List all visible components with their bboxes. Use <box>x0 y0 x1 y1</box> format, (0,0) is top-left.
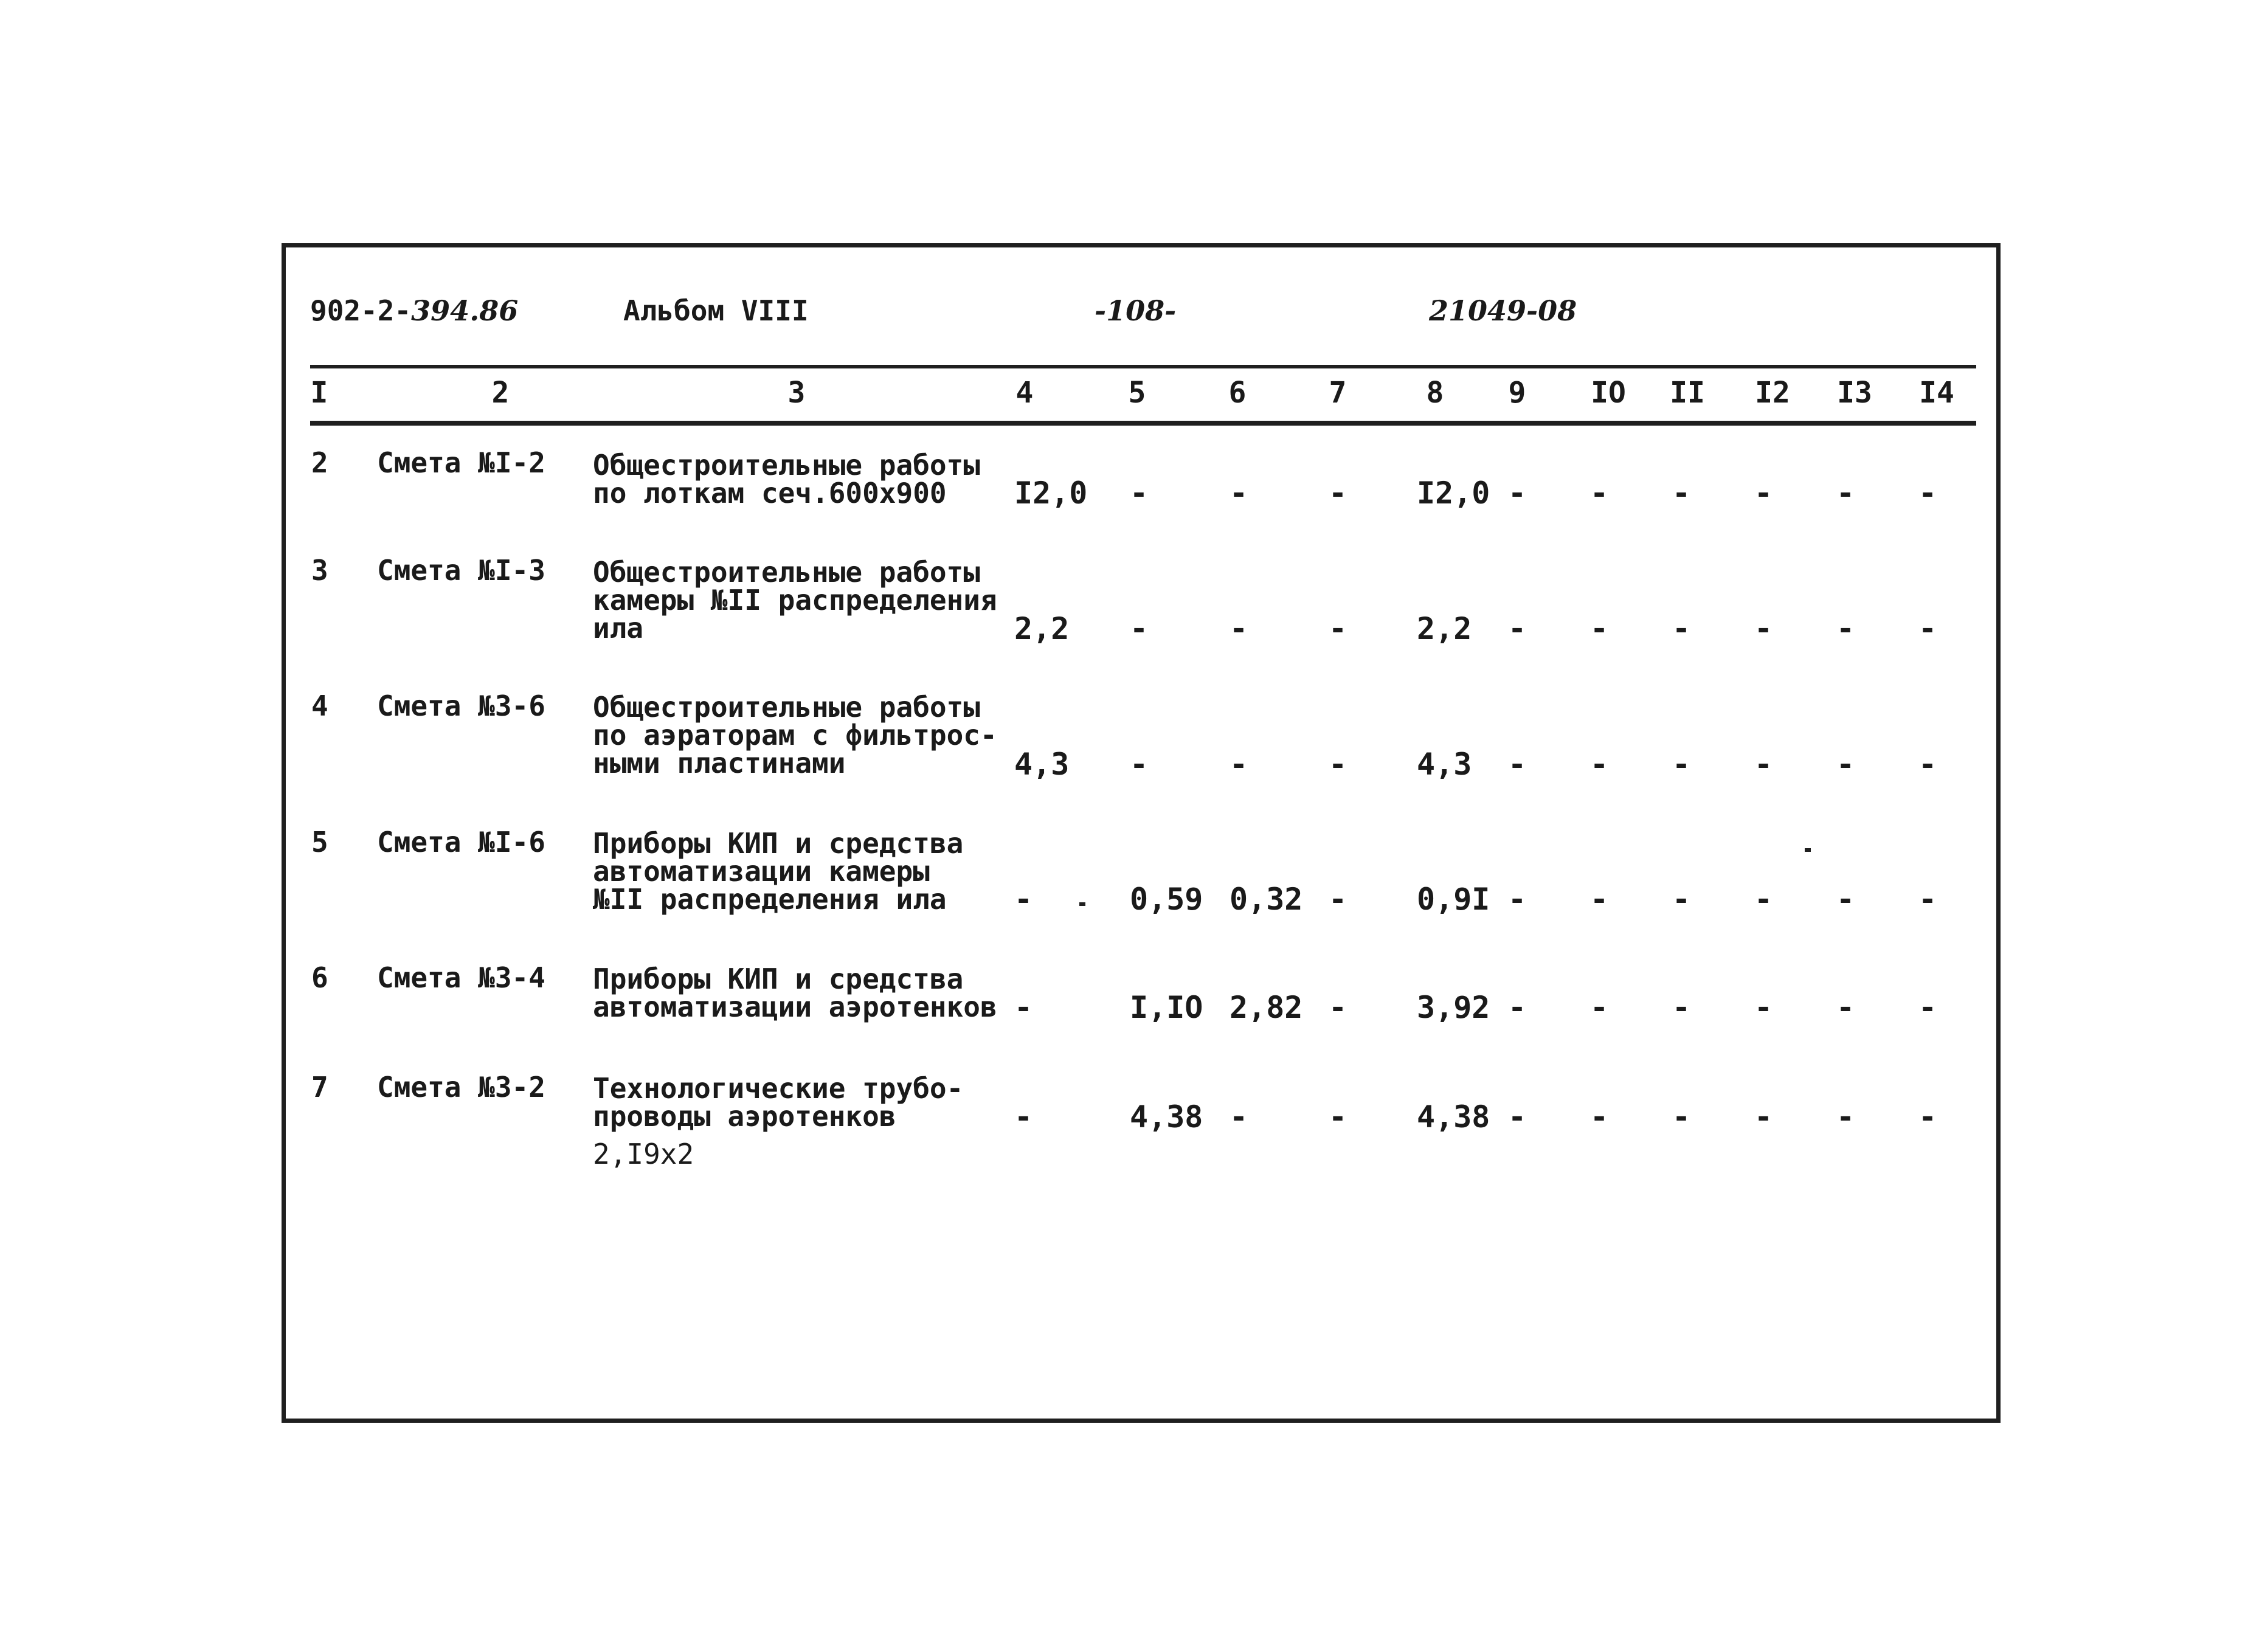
col-num-7: 7 <box>1329 376 1347 410</box>
row-number: 4 <box>311 689 328 722</box>
col-num-1: I <box>310 376 328 410</box>
estimate-ref: Смета №3-4 <box>377 961 545 994</box>
cell-col12: - <box>1754 611 1773 646</box>
cell-col12: - <box>1754 747 1773 782</box>
work-description <box>593 449 980 510</box>
work-description <box>593 965 997 1021</box>
row-note: 2,I9х2 <box>593 1138 694 1170</box>
cell-col13: - <box>1836 1099 1855 1135</box>
cell-col11: - <box>1672 1099 1691 1135</box>
doc-code-printed: 902-2- <box>310 294 412 327</box>
cell-col6: - <box>1230 1099 1248 1135</box>
desc-line: камеры №II распределения <box>593 584 997 617</box>
cell-col10: - <box>1590 611 1609 646</box>
cell-col14: - <box>1918 475 1937 511</box>
cell-col9: - <box>1508 611 1527 646</box>
desc-line: Общестроительные работы <box>593 449 980 482</box>
cell-col14: - <box>1918 611 1937 646</box>
col-num-10: IO <box>1591 376 1626 410</box>
col-num-2: 2 <box>491 376 510 410</box>
cell-col6: - <box>1230 611 1248 646</box>
cell-col4: I2,0 <box>1014 475 1088 511</box>
desc-line: по лоткам сеч.600х900 <box>593 477 947 510</box>
cell-col10: - <box>1590 882 1609 917</box>
header-top-rule <box>310 365 1976 368</box>
desc-line: №II распределения ила <box>593 883 947 916</box>
cell-col13: - <box>1836 475 1855 511</box>
estimate-ref: Смета №I-2 <box>377 446 545 479</box>
cell-col9: - <box>1508 990 1527 1025</box>
cell-col14: - <box>1918 882 1937 917</box>
col-num-9: 9 <box>1508 376 1526 410</box>
desc-line: Общестроительные работы <box>593 691 980 724</box>
cell-col8: 0,9I <box>1417 882 1490 917</box>
header-bottom-rule <box>310 421 1976 426</box>
stray-dot <box>1079 902 1085 906</box>
desc-line: автоматизации аэротенков <box>593 990 997 1023</box>
cell-col13: - <box>1836 882 1855 917</box>
desc-line: ила <box>593 612 644 645</box>
archive-number: 21049-08 <box>1429 294 1577 327</box>
col-num-6: 6 <box>1228 376 1247 410</box>
cell-col11: - <box>1672 475 1691 511</box>
desc-line: Приборы КИП и средства <box>593 963 964 995</box>
col-num-14: I4 <box>1919 376 1954 410</box>
row-number: 5 <box>311 826 328 859</box>
row-number: 7 <box>311 1071 328 1104</box>
cell-col5: - <box>1130 611 1149 646</box>
work-description <box>593 693 997 777</box>
cell-col8: 4,38 <box>1417 1099 1490 1135</box>
cell-col9: - <box>1508 475 1527 511</box>
estimate-ref: Смета №I-6 <box>377 826 545 859</box>
desc-line: Технологические трубо- <box>593 1072 964 1105</box>
cell-col11: - <box>1672 990 1691 1025</box>
cell-col6: - <box>1230 747 1248 782</box>
cell-col7: - <box>1329 1099 1347 1135</box>
cell-col12: - <box>1754 882 1773 917</box>
cell-col5: - <box>1130 475 1149 511</box>
cell-col5: 0,59 <box>1130 882 1203 917</box>
cell-col11: - <box>1672 747 1691 782</box>
col-num-4: 4 <box>1015 376 1034 410</box>
cell-col6: 2,82 <box>1230 990 1303 1025</box>
desc-line: проводы аэротенков <box>593 1100 896 1133</box>
row-number: 2 <box>311 446 328 479</box>
col-num-3: 3 <box>787 376 806 410</box>
row-number: 6 <box>311 961 328 994</box>
col-num-8: 8 <box>1426 376 1444 410</box>
cell-col10: - <box>1590 1099 1609 1135</box>
col-num-13: I3 <box>1837 376 1872 410</box>
stray-dot <box>1805 848 1811 852</box>
cell-col4: - <box>1014 1099 1033 1135</box>
cell-col4: 4,3 <box>1014 747 1070 782</box>
cell-col7: - <box>1329 475 1347 511</box>
estimate-ref: Смета №I-3 <box>377 554 545 587</box>
cell-col8: I2,0 <box>1417 475 1490 511</box>
work-description <box>593 827 964 916</box>
cell-col14: - <box>1918 747 1937 782</box>
cell-col8: 2,2 <box>1417 611 1472 646</box>
cell-col13: - <box>1836 990 1855 1025</box>
doc-code <box>310 294 518 327</box>
cell-col7: - <box>1329 882 1347 917</box>
work-description <box>593 1072 964 1133</box>
cell-col13: - <box>1836 611 1855 646</box>
cell-col7: - <box>1329 747 1347 782</box>
cell-col6: - <box>1230 475 1248 511</box>
cell-col10: - <box>1590 990 1609 1025</box>
cell-col9: - <box>1508 882 1527 917</box>
cell-col12: - <box>1754 1099 1773 1135</box>
cell-col14: - <box>1918 990 1937 1025</box>
cell-col12: - <box>1754 990 1773 1025</box>
cell-col4: - <box>1014 990 1033 1025</box>
cell-col7: - <box>1329 611 1347 646</box>
cell-col11: - <box>1672 882 1691 917</box>
estimate-ref: Смета №3-6 <box>377 689 545 722</box>
desc-line: Приборы КИП и средства <box>593 827 964 860</box>
cell-col9: - <box>1508 1099 1527 1135</box>
cell-col9: - <box>1508 747 1527 782</box>
col-num-12: I2 <box>1755 376 1790 410</box>
cell-col14: - <box>1918 1099 1937 1135</box>
cell-col10: - <box>1590 475 1609 511</box>
col-num-5: 5 <box>1128 376 1146 410</box>
album-label: Альбом VIII <box>623 294 809 327</box>
col-num-11: II <box>1670 376 1705 410</box>
estimate-ref: Смета №3-2 <box>377 1071 545 1104</box>
desc-line: автоматизации камеры <box>593 855 930 888</box>
desc-line: Общестроительные работы <box>593 556 980 589</box>
cell-col10: - <box>1590 747 1609 782</box>
cell-col12: - <box>1754 475 1773 511</box>
cell-col6: 0,32 <box>1230 882 1303 917</box>
cell-col13: - <box>1836 747 1855 782</box>
cell-col5: 4,38 <box>1130 1099 1203 1135</box>
cell-col11: - <box>1672 611 1691 646</box>
cell-col7: - <box>1329 990 1347 1025</box>
cell-col4: 2,2 <box>1014 611 1070 646</box>
cell-col5: - <box>1130 747 1149 782</box>
desc-line: по аэраторам с фильтрос- <box>593 719 997 752</box>
cell-col4: - <box>1014 882 1033 917</box>
work-description <box>593 556 997 645</box>
page-number: -108- <box>1095 294 1177 327</box>
cell-col8: 3,92 <box>1417 990 1490 1025</box>
row-number: 3 <box>311 554 328 587</box>
doc-code-handwritten: 394.86 <box>411 294 519 327</box>
cell-col8: 4,3 <box>1417 747 1472 782</box>
cell-col5: I,IO <box>1130 990 1203 1025</box>
desc-line: ными пластинами <box>593 747 846 779</box>
